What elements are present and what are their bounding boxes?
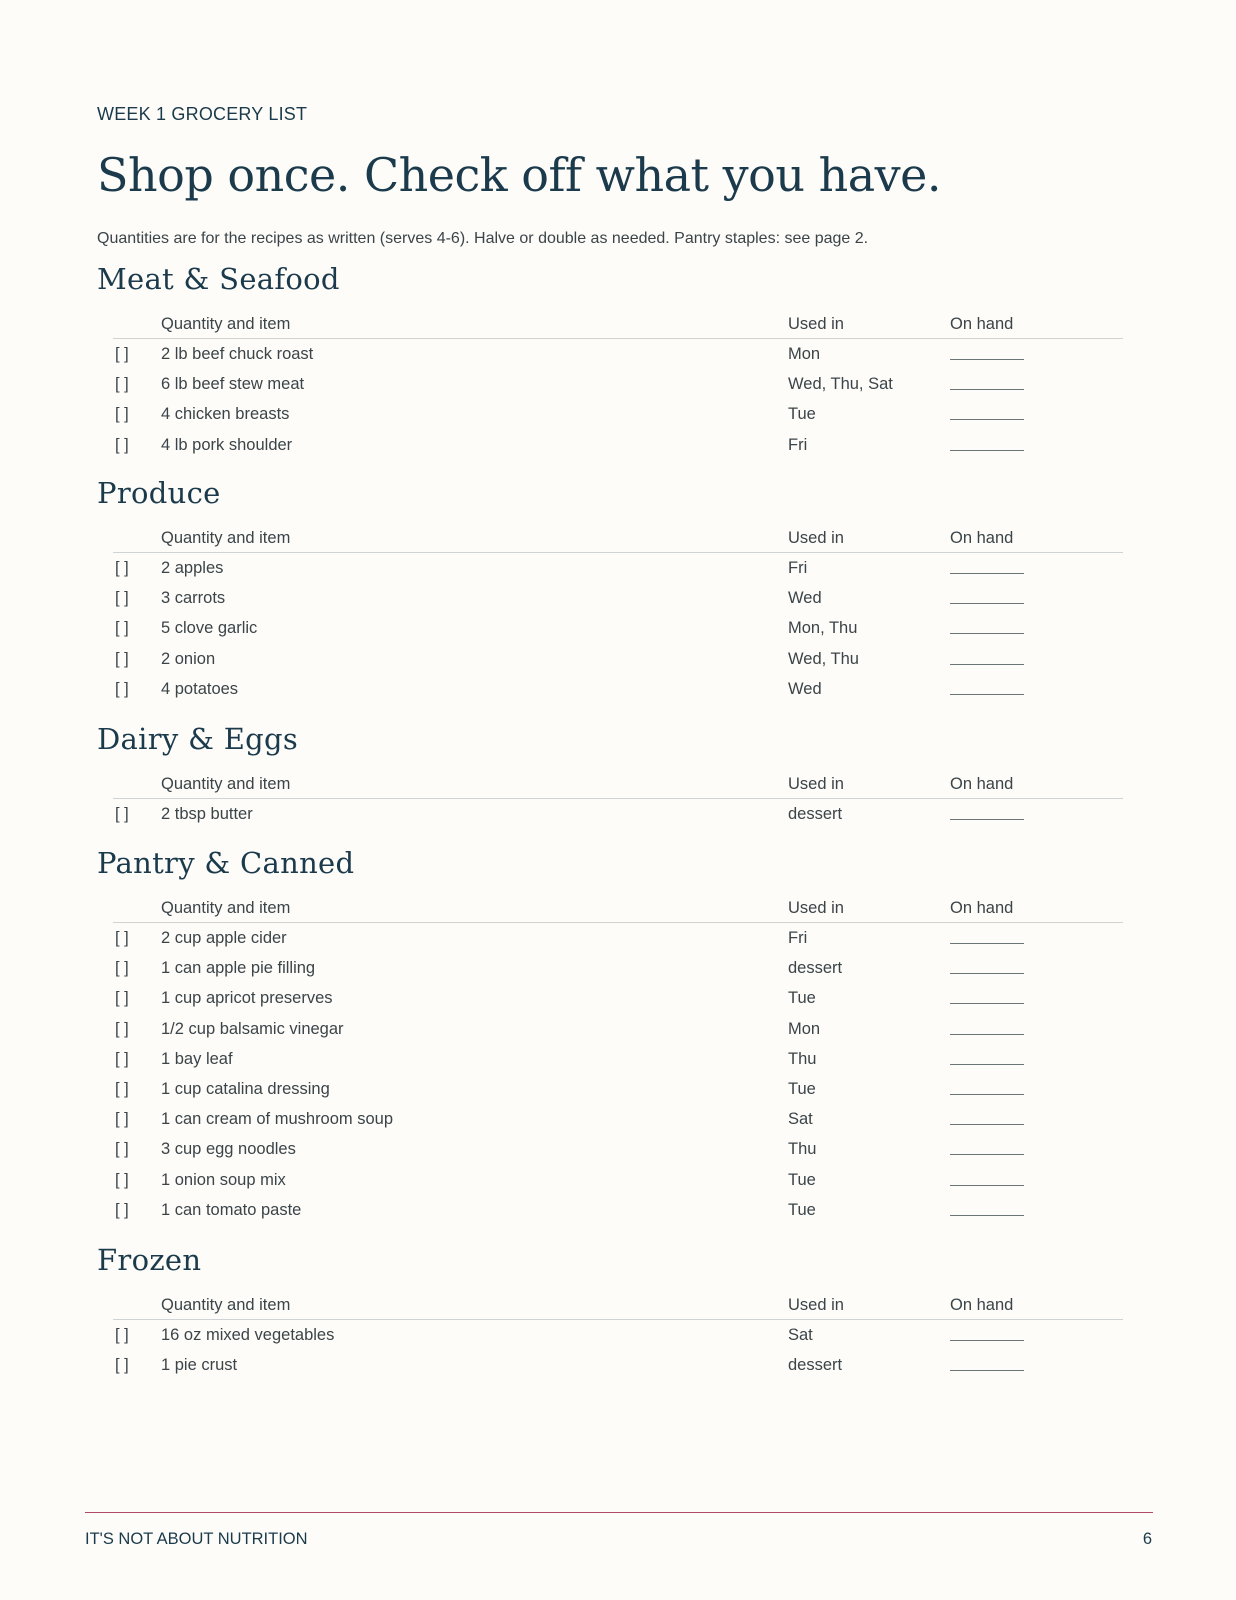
section-title: Meat & Seafood (97, 262, 340, 296)
fill-in-line (950, 1195, 1024, 1216)
used-in-days: Mon, Thu (788, 619, 858, 638)
fill-in-line (950, 1104, 1024, 1125)
used-in-days: Mon (788, 345, 821, 363)
section-dairy-eggs (97, 721, 1124, 829)
checkbox[interactable]: [ ] (115, 619, 129, 638)
grocery-table (113, 309, 1123, 460)
fill-in-line (950, 1014, 1024, 1035)
column-header-on-hand: On hand (950, 529, 1014, 547)
table-header (113, 769, 1123, 799)
on-hand-blank[interactable] (950, 339, 1024, 369)
used-in-days: dessert (788, 959, 843, 978)
used-in-days: Thu (788, 1049, 817, 1068)
item-name: 16 oz mixed vegetables (161, 1326, 335, 1344)
on-hand-blank[interactable] (950, 923, 1024, 953)
checkbox[interactable]: [ ] (115, 679, 129, 698)
checkbox[interactable]: [ ] (115, 1110, 129, 1129)
item-name: 1 can tomato paste (161, 1200, 302, 1219)
item-name: 5 clove garlic (161, 619, 258, 638)
table-row (113, 674, 1123, 704)
checkbox[interactable]: [ ] (115, 805, 129, 823)
page-eyebrow: WEEK 1 GROCERY LIST (97, 104, 308, 124)
column-header-on-hand: On hand (950, 315, 1014, 333)
table-row (113, 1320, 1123, 1350)
checkbox[interactable]: [ ] (115, 959, 129, 978)
on-hand-blank[interactable] (950, 1195, 1024, 1225)
section-produce (97, 475, 1124, 704)
item-name: 2 lb beef chuck roast (161, 345, 314, 363)
fill-in-line (950, 369, 1024, 390)
used-in-days: Tue (788, 1079, 816, 1098)
table-row (113, 430, 1123, 460)
fill-in-line (950, 923, 1024, 944)
section-title: Frozen (97, 1243, 202, 1277)
fill-in-line (950, 1134, 1024, 1155)
section-pantry-canned (97, 845, 1124, 1225)
fill-in-line (950, 644, 1024, 665)
on-hand-blank[interactable] (950, 369, 1024, 399)
table-row (113, 923, 1123, 953)
column-header-used-in: Used in (788, 775, 844, 793)
item-name: 4 chicken breasts (161, 405, 290, 424)
checkbox[interactable]: [ ] (115, 345, 129, 363)
used-in-days: dessert (788, 1356, 843, 1375)
item-name: 2 tbsp butter (161, 805, 253, 823)
table-row (113, 1014, 1123, 1044)
column-header-used-in: Used in (788, 315, 844, 333)
table-row (113, 583, 1123, 613)
checkbox[interactable]: [ ] (115, 1140, 129, 1159)
on-hand-blank[interactable] (950, 644, 1024, 674)
column-header-on-hand: On hand (950, 775, 1014, 793)
used-in-days: Tue (788, 989, 816, 1008)
on-hand-blank[interactable] (950, 1320, 1024, 1350)
used-in-days: Thu (788, 1140, 817, 1159)
checkbox[interactable]: [ ] (115, 589, 129, 608)
table-row (113, 339, 1123, 369)
column-header-item: Quantity and item (161, 315, 291, 333)
checkbox[interactable]: [ ] (115, 929, 129, 947)
checkbox[interactable]: [ ] (115, 1019, 129, 1038)
fill-in-line (950, 1320, 1024, 1341)
column-header-item: Quantity and item (161, 1296, 291, 1314)
column-header-item: Quantity and item (161, 775, 291, 793)
footer-divider (85, 1512, 1153, 1513)
table-row (113, 1074, 1123, 1104)
fill-in-line (950, 583, 1024, 604)
checkbox[interactable]: [ ] (115, 1326, 129, 1344)
table-row (113, 1350, 1123, 1380)
table-row (113, 613, 1123, 643)
table-row (113, 953, 1123, 983)
item-name: 1 can cream of mushroom soup (161, 1110, 394, 1129)
checkbox[interactable]: [ ] (115, 375, 129, 394)
fill-in-line (950, 1044, 1024, 1065)
used-in-days: Tue (788, 405, 816, 424)
fill-in-line (950, 1350, 1024, 1371)
fill-in-line (950, 613, 1024, 634)
used-in-days: Sat (788, 1326, 813, 1344)
item-name: 1 bay leaf (161, 1049, 233, 1068)
on-hand-blank[interactable] (950, 953, 1024, 983)
grocery-table (113, 893, 1123, 1225)
section-title: Dairy & Eggs (97, 722, 299, 756)
column-header-used-in: Used in (788, 899, 844, 917)
checkbox[interactable]: [ ] (115, 435, 129, 454)
used-in-days: Fri (788, 435, 808, 454)
used-in-days: Tue (788, 1200, 816, 1219)
column-header-used-in: Used in (788, 1296, 844, 1314)
section-title: Produce (97, 476, 221, 510)
item-name: 1/2 cup balsamic vinegar (161, 1019, 344, 1038)
table-header (113, 893, 1123, 923)
used-in-days: Wed (788, 589, 822, 608)
fill-in-line (950, 799, 1024, 820)
intro-text: Quantities are for the recipes as written (serves 4-6). Halve or double as needed. Pantry staples: see page 2. (97, 230, 869, 247)
used-in-days: Tue (788, 1170, 816, 1189)
table-header (113, 523, 1123, 553)
used-in-days: Mon (788, 1019, 821, 1038)
table-row (113, 983, 1123, 1013)
fill-in-line (950, 339, 1024, 360)
on-hand-blank[interactable] (950, 1104, 1024, 1134)
column-header-used-in: Used in (788, 529, 844, 547)
item-name: 1 onion soup mix (161, 1170, 286, 1189)
table-row (113, 399, 1123, 429)
fill-in-line (950, 399, 1024, 420)
fill-in-line (950, 674, 1024, 695)
item-name: 2 cup apple cider (161, 929, 287, 947)
page-title: Shop once. Check off what you have. (97, 148, 941, 202)
table-row (113, 799, 1123, 829)
on-hand-blank[interactable] (950, 430, 1024, 460)
fill-in-line (950, 553, 1024, 574)
item-name: 3 cup egg noodles (161, 1140, 296, 1159)
used-in-days: Fri (788, 929, 808, 947)
on-hand-blank[interactable] (950, 399, 1024, 429)
checkbox[interactable]: [ ] (115, 1049, 129, 1068)
on-hand-blank[interactable] (950, 1134, 1024, 1164)
table-row (113, 1044, 1123, 1074)
grocery-table (113, 523, 1123, 704)
table-row (113, 1104, 1123, 1134)
checkbox[interactable]: [ ] (115, 989, 129, 1008)
column-header-item: Quantity and item (161, 529, 291, 547)
checkbox[interactable]: [ ] (115, 559, 129, 577)
on-hand-blank[interactable] (950, 613, 1024, 643)
item-name: 2 apples (161, 559, 224, 577)
fill-in-line (950, 953, 1024, 974)
item-name: 4 potatoes (161, 679, 239, 698)
checkbox[interactable]: [ ] (115, 1356, 129, 1375)
table-row (113, 1195, 1123, 1225)
on-hand-blank[interactable] (950, 1350, 1024, 1380)
fill-in-line (950, 1074, 1024, 1095)
page-number: 6 (1142, 1530, 1152, 1548)
table-row (113, 1165, 1123, 1195)
on-hand-blank[interactable] (950, 983, 1024, 1013)
on-hand-blank[interactable] (950, 583, 1024, 613)
used-in-days: Fri (788, 559, 808, 577)
column-header-on-hand: On hand (950, 899, 1014, 917)
fill-in-line (950, 983, 1024, 1004)
column-header-on-hand: On hand (950, 1296, 1014, 1314)
checkbox[interactable]: [ ] (115, 649, 129, 668)
item-name: 1 can apple pie filling (161, 959, 316, 978)
on-hand-blank[interactable] (950, 1044, 1024, 1074)
item-name: 1 pie crust (161, 1356, 238, 1375)
used-in-days: Sat (788, 1110, 813, 1129)
used-in-days: Wed (788, 679, 822, 698)
checkbox[interactable]: [ ] (115, 1079, 129, 1098)
on-hand-blank[interactable] (950, 1014, 1024, 1044)
checkbox[interactable]: [ ] (115, 1200, 129, 1219)
item-name: 2 onion (161, 649, 216, 668)
used-in-days: Wed, Thu (788, 649, 859, 668)
used-in-days: Wed, Thu, Sat (788, 375, 893, 394)
table-header (113, 1290, 1123, 1320)
table-row (113, 1134, 1123, 1164)
table-row (113, 369, 1123, 399)
on-hand-blank[interactable] (950, 1074, 1024, 1104)
item-name: 4 lb pork shoulder (161, 435, 293, 454)
checkbox[interactable]: [ ] (115, 405, 129, 424)
grocery-table (113, 769, 1123, 829)
on-hand-blank[interactable] (950, 1165, 1024, 1195)
used-in-days: dessert (788, 805, 843, 823)
item-name: 6 lb beef stew meat (161, 375, 305, 394)
on-hand-blank[interactable] (950, 674, 1024, 704)
checkbox[interactable]: [ ] (115, 1170, 129, 1189)
section-frozen (97, 1242, 1124, 1380)
on-hand-blank[interactable] (950, 799, 1024, 829)
item-name: 1 cup catalina dressing (161, 1079, 330, 1098)
grocery-table (113, 1290, 1123, 1380)
table-header (113, 309, 1123, 339)
section-meat-seafood (97, 261, 1124, 460)
on-hand-blank[interactable] (950, 553, 1024, 583)
section-title: Pantry & Canned (97, 846, 355, 880)
item-name: 1 cup apricot preserves (161, 989, 333, 1008)
item-name: 3 carrots (161, 589, 226, 608)
table-row (113, 644, 1123, 674)
fill-in-line (950, 1165, 1024, 1186)
table-row (113, 553, 1123, 583)
fill-in-line (950, 430, 1024, 451)
footer-title: IT'S NOT ABOUT NUTRITION (85, 1530, 308, 1548)
column-header-item: Quantity and item (161, 899, 291, 917)
